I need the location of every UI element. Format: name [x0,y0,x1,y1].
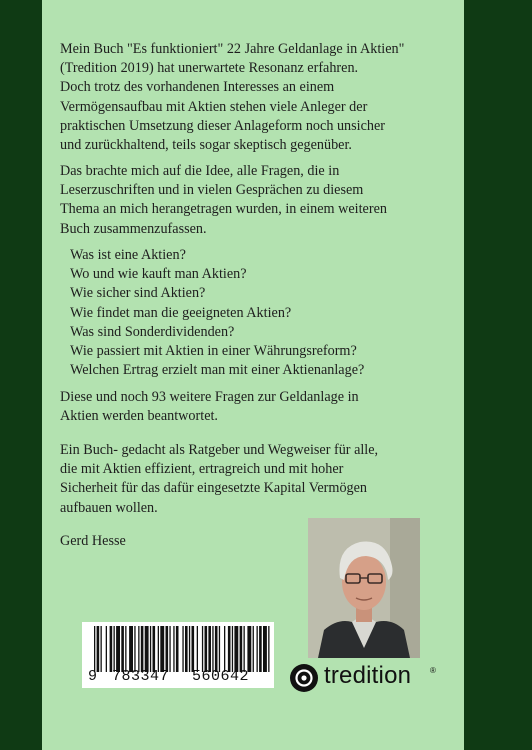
author-portrait-icon [308,518,420,658]
text-line: Thema an mich herangetragen wurden, in einem weiteren [60,201,387,218]
text-line: und zurückhaltend, teils sogar skeptisch gegenüber. [60,137,352,154]
text-line: Das brachte mich auf die Idee, alle Fragen, die in [60,163,340,179]
text-line: praktischen Umsetzung dieser Anlageform noch unsicher [60,117,386,134]
text-line: Aktien werden beantwortet. [60,408,218,425]
barcode-lead-digit: 9 [88,668,98,685]
text-line: die mit Aktien effizient, ertragreich und mit hoher [60,461,344,478]
publisher-badge-icon [290,664,318,692]
text-line: aufbauen wollen. [60,499,158,516]
text-line: Diese und noch 93 weitere Fragen zur Geldanlage in [60,389,359,405]
author-photo [308,518,420,658]
publisher-name: tredition [324,662,412,689]
question-item: Welchen Ertrag erzielt man mit einer Aktienanlage? [70,362,365,379]
author-name: Gerd Hesse [60,533,126,549]
question-item: Was ist eine Aktien? [70,247,186,263]
text-line: Ein Buch- gedacht als Ratgeber und Wegweiser für alle, [60,442,379,458]
question-list [70,246,470,380]
idea-paragraph [60,162,460,239]
question-item: Wie findet man die geeigneten Aktien? [70,304,292,321]
barcode-group-2: 560642 [192,668,250,685]
text-line: Doch trotz des vorhandenen Interesses an einem [60,79,335,96]
publisher-logo [290,664,440,692]
more-questions-paragraph [60,388,460,426]
question-item: Wie sicher sind Aktien? [70,285,206,302]
barcode-group-1: 783347 [112,668,170,685]
intro-paragraph [60,40,460,155]
text-line: Vermögensaufbau mit Aktien stehen viele Anleger der [60,98,368,115]
question-item: Wie passiert mit Aktien in einer Währungsreform? [70,343,357,360]
text-line: Sicherheit für das dafür eingesetzte Kapital Vermögen [60,480,368,497]
barcode-bars-icon [94,626,270,672]
text-line: Buch zusammenzufassen. [60,220,207,237]
text-line: (Tredition 2019) hat unerwartete Resonanz erfahren. [60,60,359,77]
isbn-barcode [82,622,274,688]
question-item: Was sind Sonderdividenden? [70,323,235,340]
purpose-paragraph [60,441,460,518]
question-item: Wo und wie kauft man Aktien? [70,266,247,283]
back-cover [42,0,464,750]
text-line: Mein Buch "Es funktioniert" 22 Jahre Geldanlage in Aktien" [60,41,405,57]
text-line: Leserzuschriften und in vielen Gesprächen zu diesem [60,182,364,199]
registered-mark: ® [430,666,436,675]
